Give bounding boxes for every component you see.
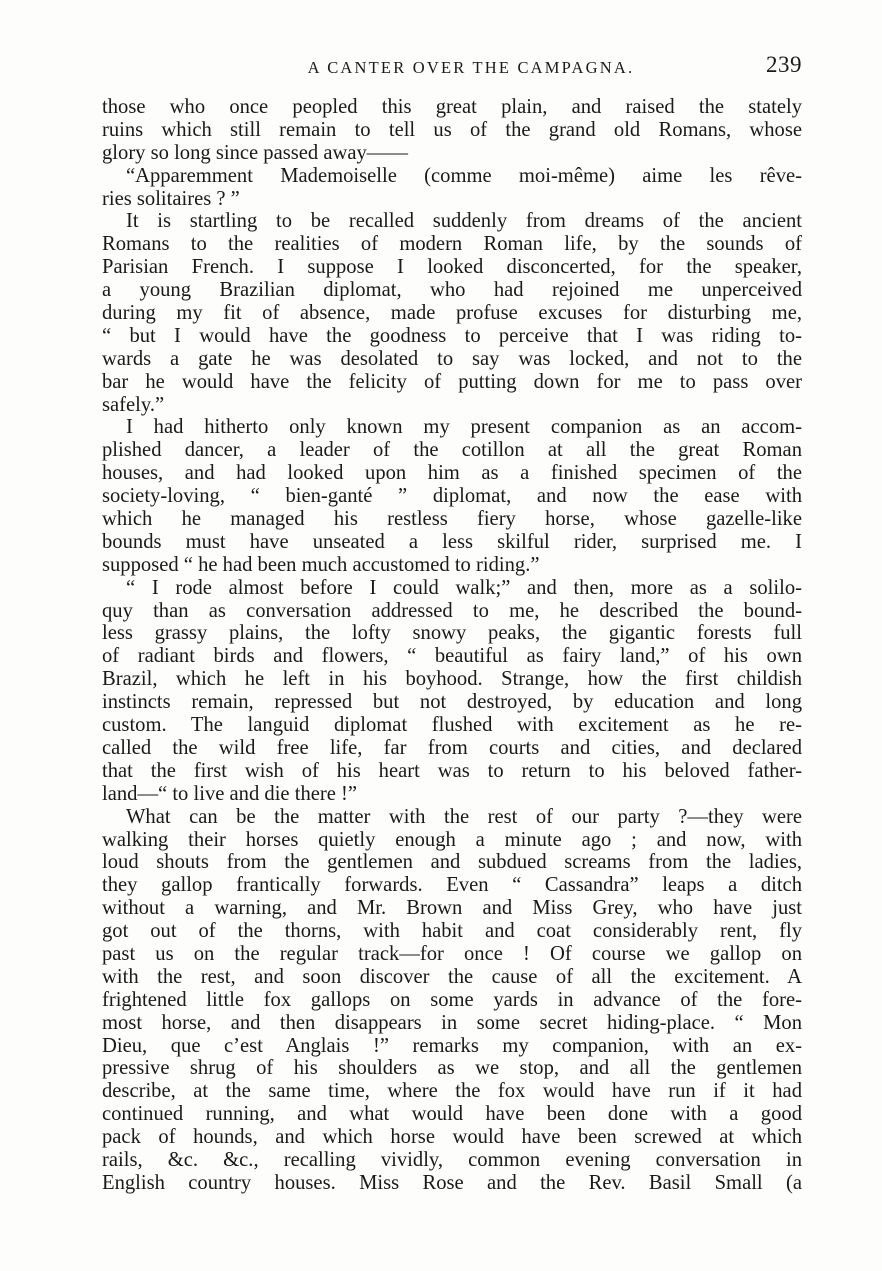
text-line: “ I rode almost before I could walk;” and then, more as a solilo- xyxy=(126,576,802,599)
text-line: Dieu, que c’est Anglais !” remarks my companion, with an ex- xyxy=(102,1034,802,1057)
text-line: most horse, and then disappears in some secret hiding-place. “ Mon xyxy=(102,1011,802,1034)
text-line: Parisian French. I suppose I looked disconcerted, for the speaker, xyxy=(102,256,802,279)
text-line: pack of hounds, and which horse would have been screwed at which xyxy=(102,1126,802,1149)
text-line: English country houses. Miss Rose and the Rev. Basil Small (a xyxy=(102,1171,802,1194)
text-line: safely.” xyxy=(102,393,165,416)
text-line: got out of the thorns, with habit and coat considerably rent, fly xyxy=(102,920,802,943)
text-line: less grassy plains, the lofty snowy peaks, the gigantic forests full xyxy=(102,622,802,645)
text-line: ries solitaires ? ” xyxy=(102,187,240,210)
text-line: continued running, and what would have been done with a good xyxy=(102,1103,802,1126)
text-line: It is startling to be recalled suddenly from dreams of the ancient xyxy=(126,210,802,233)
text-line: plished dancer, a leader of the cotillon at all the great Roman xyxy=(102,439,802,462)
text-line: bounds must have unseated a less skilful rider, surprised me. I xyxy=(102,530,802,553)
text-line: which he managed his restless fiery horse, whose gazelle-like xyxy=(102,508,802,531)
text-line: that the first wish of his heart was to return to his beloved father- xyxy=(102,759,802,782)
running-title: A CANTER OVER THE CAMPAGNA. xyxy=(307,58,635,77)
text-line: frightened little fox gallops on some yards in advance of the fore- xyxy=(102,988,802,1011)
text-line: describe, at the same time, where the fox would have run if it had xyxy=(102,1080,802,1103)
text-line: of radiant birds and flowers, “ beautiful as fairy land,” of his own xyxy=(102,645,802,668)
text-line: walking their horses quietly enough a minute ago ; and now, with xyxy=(102,828,802,851)
text-line: loud shouts from the gentlemen and subdued screams from the ladies, xyxy=(102,851,802,874)
text-line: wards a gate he was desolated to say was locked, and not to the xyxy=(102,347,802,370)
text-line: quy than as conversation addressed to me, he described the bound- xyxy=(102,599,802,622)
text-line: pressive shrug of his shoulders as we stop, and all the gentlemen xyxy=(102,1057,802,1080)
text-line: past us on the regular track—for once ! Of course we gallop on xyxy=(102,942,802,965)
text-line: without a warning, and Mr. Brown and Miss Grey, who have just xyxy=(102,897,802,920)
text-line: “Apparemment Mademoiselle (comme moi-même) aime les rêve- xyxy=(126,164,802,187)
text-line: bar he would have the felicity of putting down for me to pass over xyxy=(102,370,802,393)
running-head xyxy=(100,52,802,82)
text-line: custom. The languid diplomat flushed with excitement as he re- xyxy=(102,714,802,737)
text-line: Brazil, which he left in his boyhood. Strange, how the first childish xyxy=(102,668,802,691)
text-line: ruins which still remain to tell us of the grand old Romans, whose xyxy=(102,118,802,141)
body-text xyxy=(102,96,802,1195)
text-line: Romans to the realities of modern Roman life, by the sounds of xyxy=(102,233,802,256)
text-line: glory so long since passed away—— xyxy=(102,141,408,164)
text-line: called the wild free life, far from courts and cities, and declared xyxy=(102,736,802,759)
text-line: those who once peopled this great plain, and raised the stately xyxy=(102,96,802,118)
text-line: society-loving, “ bien-ganté ” diplomat, and now the ease with xyxy=(102,485,802,508)
text-line: a young Brazilian diplomat, who had rejoined me unperceived xyxy=(102,279,802,302)
text-line: instincts remain, repressed but not destroyed, by education and long xyxy=(102,691,802,714)
text-line: during my fit of absence, made profuse excuses for disturbing me, xyxy=(102,302,802,325)
text-line: they gallop frantically forwards. Even “ Cassandra” leaps a ditch xyxy=(102,874,802,897)
text-line: houses, and had looked upon him as a finished specimen of the xyxy=(102,462,802,485)
text-line: rails, &c. &c., recalling vividly, common evening conversation in xyxy=(102,1148,802,1171)
text-line: What can be the matter with the rest of our party ?—they were xyxy=(126,805,802,828)
text-line: supposed “ he had been much accustomed to riding.” xyxy=(102,553,540,576)
text-line: land—“ to live and die there !” xyxy=(102,782,358,805)
text-line: I had hitherto only known my present companion as an accom- xyxy=(126,416,802,439)
text-line: “ but I would have the goodness to perceive that I was riding to- xyxy=(102,324,802,347)
page-number: 239 xyxy=(766,52,802,77)
text-line: with the rest, and soon discover the cause of all the excitement. A xyxy=(102,965,802,988)
